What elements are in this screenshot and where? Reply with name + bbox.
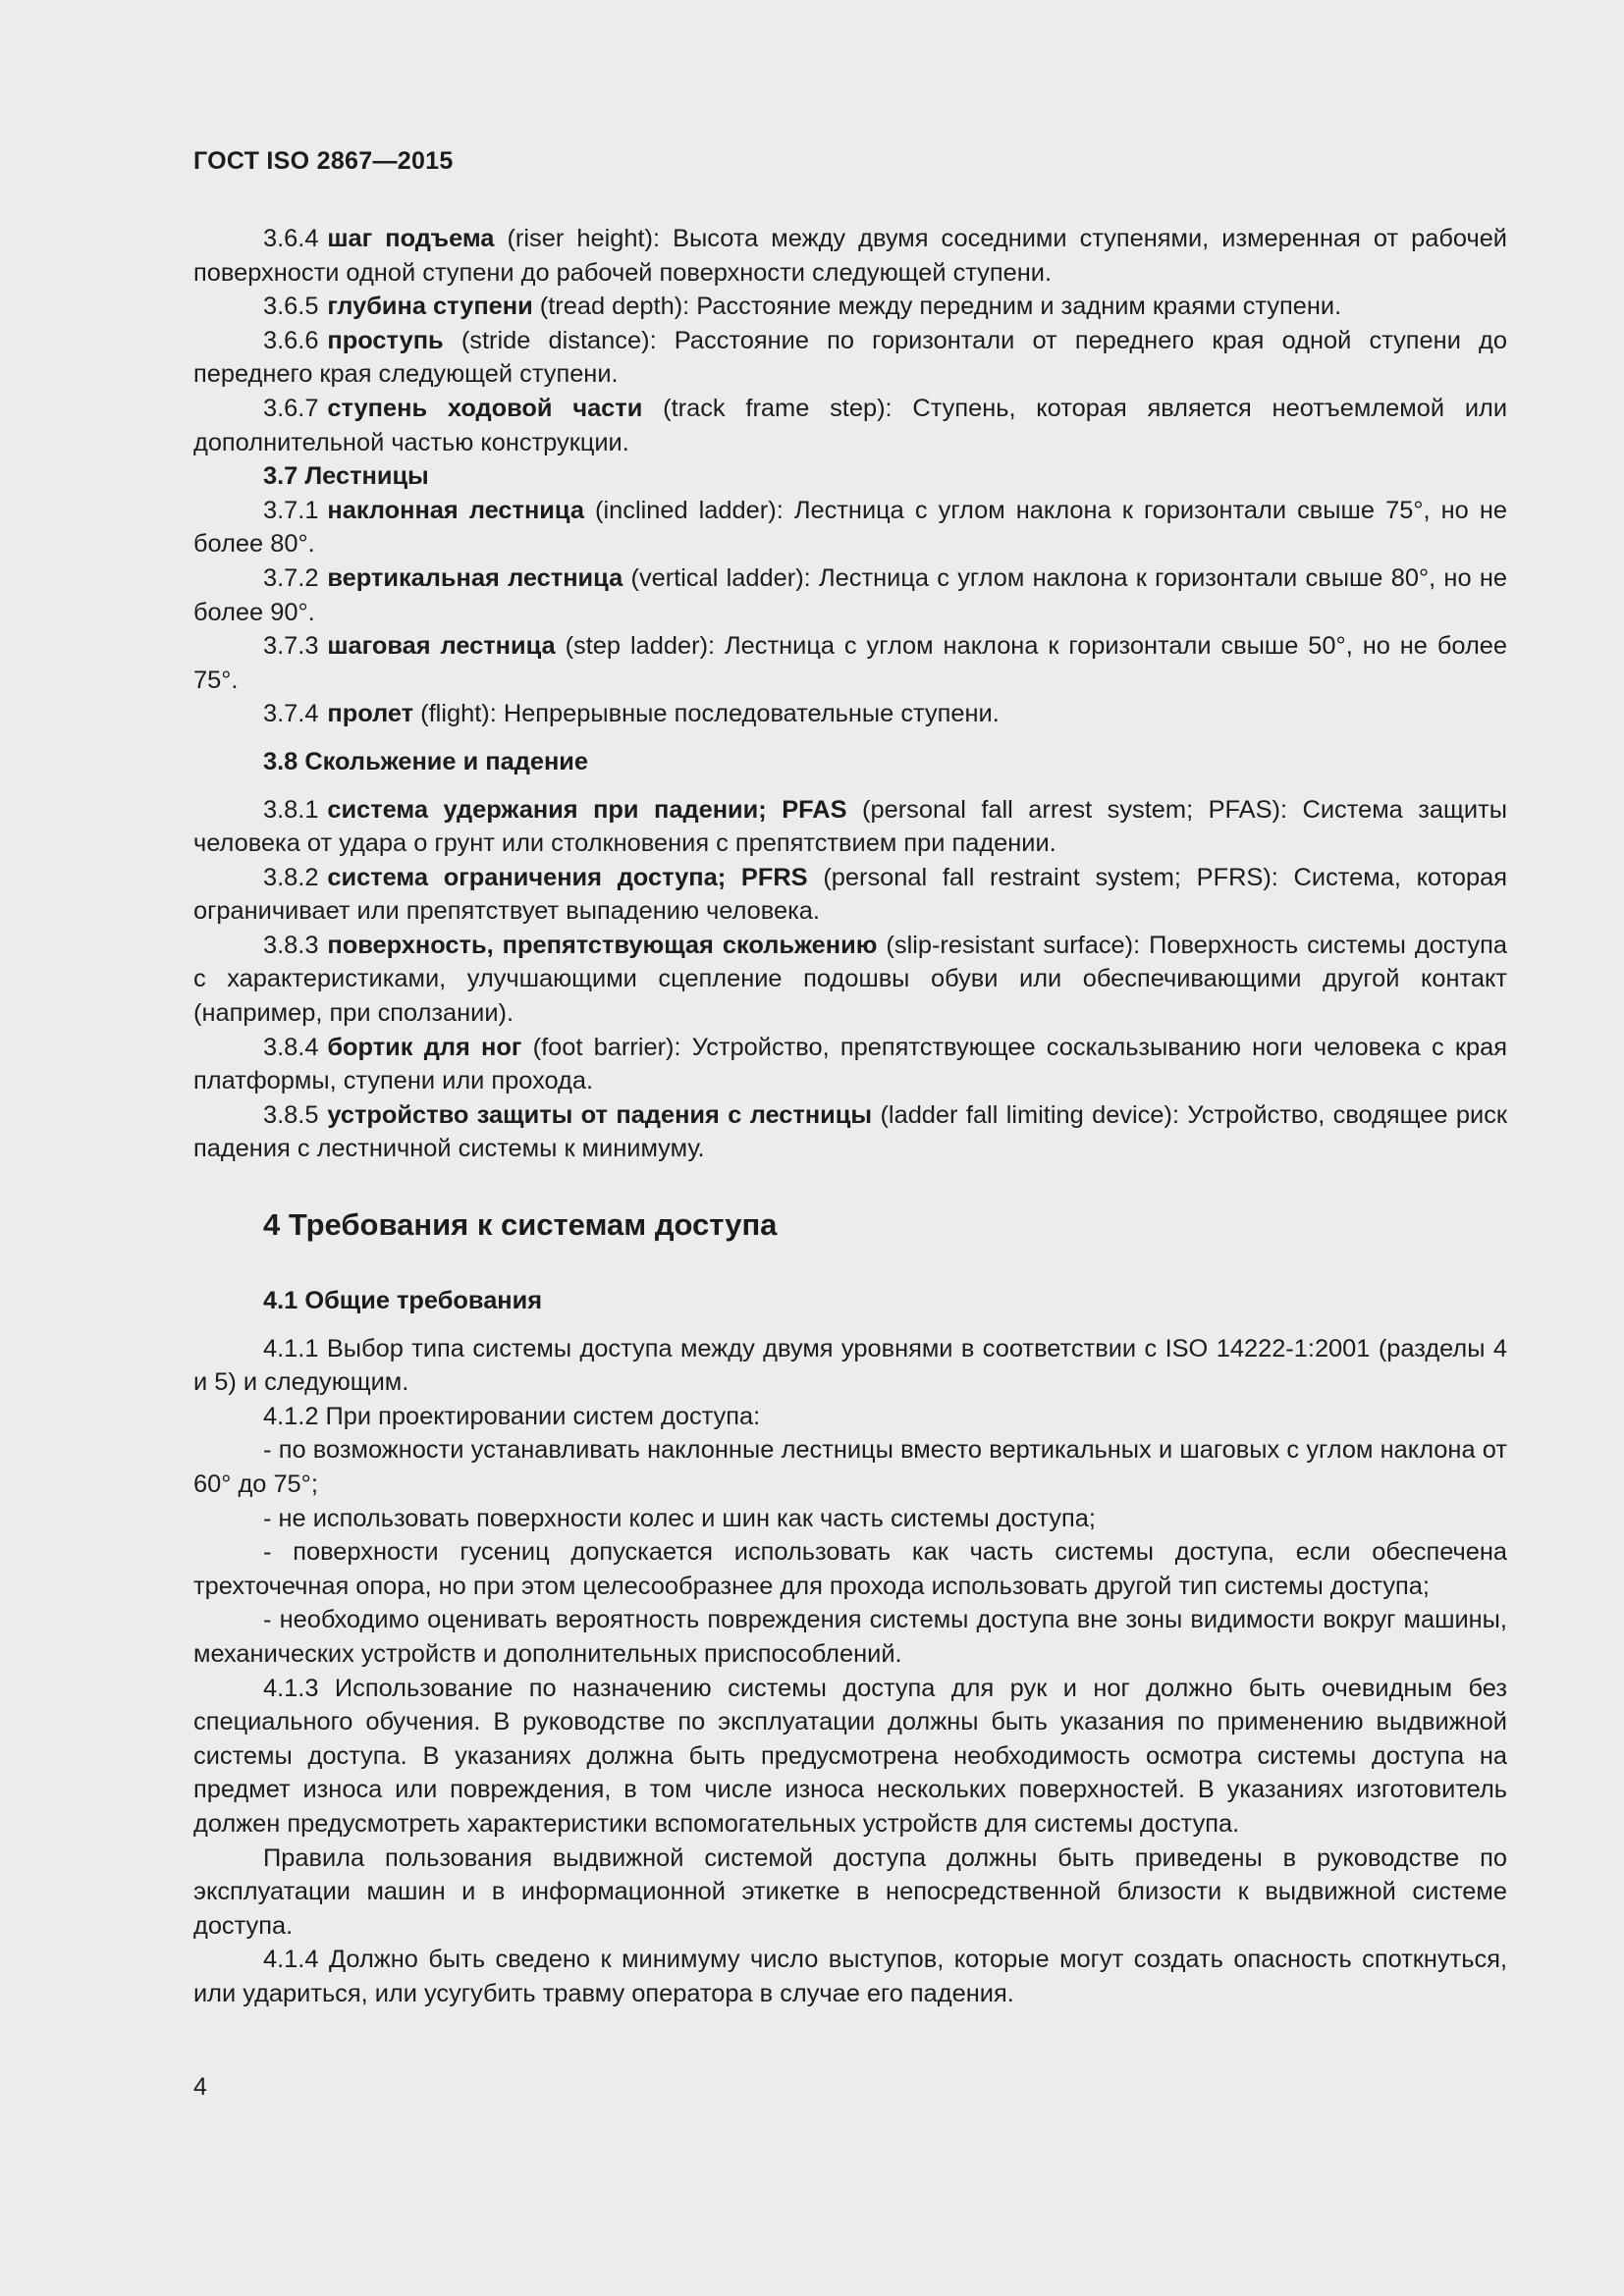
clause-number: 3.8.1 (263, 795, 319, 824)
definition-3-6-5 (193, 290, 1507, 324)
section-heading-3-7: 3.7 Лестницы (263, 462, 429, 491)
section-heading-3-8: 3.8 Скольжение и падение (263, 747, 589, 775)
section-heading-4-1: 4.1 Общие требования (263, 1287, 543, 1315)
clause-number: 3.7.1 (263, 496, 319, 524)
paragraph-4-1-3-continued: Правила пользования выдвижной системой доступа должны быть приведены в руководстве по эксплуатации машин и в информационной этикетке в непосредственной близости к выдвижной системе доступа. (193, 1843, 1507, 1940)
spacer (193, 1245, 1507, 1284)
document-header: ГОСТ ISO 2867—2015 (193, 147, 454, 175)
definition-text: (vertical ladder): Лестница с углом наклона к горизонтали свыше 80°, но не более 90°. (193, 563, 1507, 626)
definition-text: (step ladder): Лестница с углом наклона к горизонтали свыше 50°, но не более 75°. (193, 632, 1508, 694)
definition-text: (riser height): Высота между двумя соседними ступенями, измеренная от рабочей поверхности одной ступени до рабочей поверхности следующей ступени. (193, 225, 1507, 287)
paragraph-4-1-2: 4.1.2 При проектировании систем доступа: (263, 1402, 761, 1430)
term: поверхность, препятствующая скольжению (327, 931, 878, 959)
definition-3-7-4 (193, 697, 1507, 731)
spacer (193, 731, 1507, 745)
clause-number: 3.8.3 (263, 931, 319, 959)
definition-3-8-4 (193, 1031, 1507, 1098)
definition-text: (tread depth): Расстояние между передним и задним краями ступени. (532, 293, 1342, 321)
definition-3-7-1 (193, 494, 1507, 561)
term: вертикальная лестница (327, 563, 623, 592)
paragraph-4-1-1: 4.1.1 Выбор типа системы доступа между двумя уровнями в соответствии с ISO 14222-1:2001 (разделы 4 и 5) и следующим. (193, 1334, 1507, 1397)
spacer (193, 1318, 1507, 1332)
definition-3-7-3 (193, 629, 1507, 697)
definition-text: (personal fall restraint system; PFRS): Система, которая ограничивает или препятствует выпадению человека. (193, 863, 1507, 926)
clause-number: 3.7.3 (263, 632, 319, 661)
spacer (193, 1166, 1507, 1205)
term: глубина ступени (327, 293, 533, 321)
clause-number: 3.7.4 (263, 700, 319, 728)
list-item: - поверхности гусениц допускается использовать как часть системы доступа, если обеспечена трехточечная опора, но при этом целесообразнее для прохода использовать другой тип системы доступа; (193, 1538, 1507, 1600)
definition-3-6-7 (193, 392, 1507, 459)
definition-text: (inclined ladder): Лестница с углом наклона к горизонтали свыше 75°, но не более 80°. (193, 496, 1507, 559)
definition-text: (personal fall arrest system; PFAS): Система защиты человека от удара о грунт или столкновения с препятствием при падении. (193, 795, 1507, 858)
definition-3-8-3 (193, 929, 1507, 1031)
definition-text: (slip-resistant surface): Поверхность системы доступа с характеристиками, улучшающими сцепление подошвы обуви или обеспечивающими другой контакт (например, при сползании). (193, 931, 1507, 1028)
term: шаговая лестница (327, 632, 556, 661)
definition-3-8-2 (193, 861, 1507, 929)
list-item: - по возможности устанавливать наклонные лестницы вместо вертикальных и шаговых с углом наклона от 60° до 75°; (193, 1436, 1507, 1498)
term: устройство защиты от падения с лестницы (327, 1100, 873, 1129)
definition-text: (ladder fall limiting device): Устройство, сводящее риск падения с лестничной системы к минимуму. (193, 1100, 1508, 1163)
clause-number: 3.8.5 (263, 1100, 319, 1129)
clause-number: 3.6.5 (263, 293, 319, 321)
definition-text: (track frame step): Ступень, которая является неотъемлемой или дополнительной частью конструкции. (193, 394, 1508, 456)
clause-number: 3.8.2 (263, 863, 319, 891)
definition-3-6-6 (193, 324, 1507, 392)
paragraph-4-1-4: 4.1.4 Должно быть сведено к минимуму число выступов, которые могут создать опасность споткнуться, или удариться, или усугубить травму оператора в случае его падения. (193, 1946, 1507, 2007)
clause-number: 3.8.4 (263, 1033, 319, 1061)
term: система удержания при падении; PFAS (327, 795, 847, 824)
definition-text: (foot barrier): Устройство, препятствующее соскальзыванию ноги человека с края платформы, ступени или прохода. (193, 1033, 1508, 1095)
page-number: 4 (193, 2073, 207, 2101)
clause-number: 3.6.4 (263, 225, 319, 252)
section-heading-4: 4 Требования к системам доступа (263, 1207, 778, 1243)
term: система ограничения доступа; PFRS (327, 863, 808, 891)
term: бортик для ног (327, 1033, 522, 1061)
definition-3-8-1 (193, 793, 1507, 861)
term: ступень ходовой части (327, 394, 643, 422)
list-item: - не использовать поверхности колес и шин как часть системы доступа; (263, 1504, 1096, 1532)
term: пролет (327, 700, 414, 728)
definition-3-8-5 (193, 1098, 1507, 1166)
definition-3-7-2 (193, 561, 1507, 629)
paragraph-4-1-3: 4.1.3 Использование по назначению системы доступа для рук и ног должно быть очевидным без специального обучения. В руководстве по эксплуатации должны быть указания по применению выдвижной системы доступа. В указаниях должна быть предусмотрена необходимость осмотра системы доступа на предмет износа или повреждения, в том числе износа нескольких поверхностей. В указаниях изготовитель должен предусмотреть характеристики вспомогательных устройств для системы доступа. (193, 1674, 1507, 1838)
definition-text: (flight): Непрерывные последовательные ступени. (413, 700, 1000, 728)
clause-number: 3.6.6 (263, 326, 319, 354)
definition-3-6-4 (193, 222, 1507, 290)
clause-number: 3.6.7 (263, 394, 319, 422)
spacer (193, 779, 1507, 793)
clause-number: 3.7.2 (263, 563, 319, 592)
term: наклонная лестница (327, 496, 584, 524)
term: шаг подъема (327, 225, 495, 252)
document-body (193, 222, 1507, 2011)
list-item: - необходимо оценивать вероятность повреждения системы доступа вне зоны видимости вокруг машины, механических устройств и дополнительных приспособлений. (193, 1606, 1507, 1668)
definition-text: (stride distance): Расстояние по горизонтали от переднего края одной ступени до переднего края следующей ступени. (193, 326, 1507, 389)
term: проступь (327, 326, 444, 354)
